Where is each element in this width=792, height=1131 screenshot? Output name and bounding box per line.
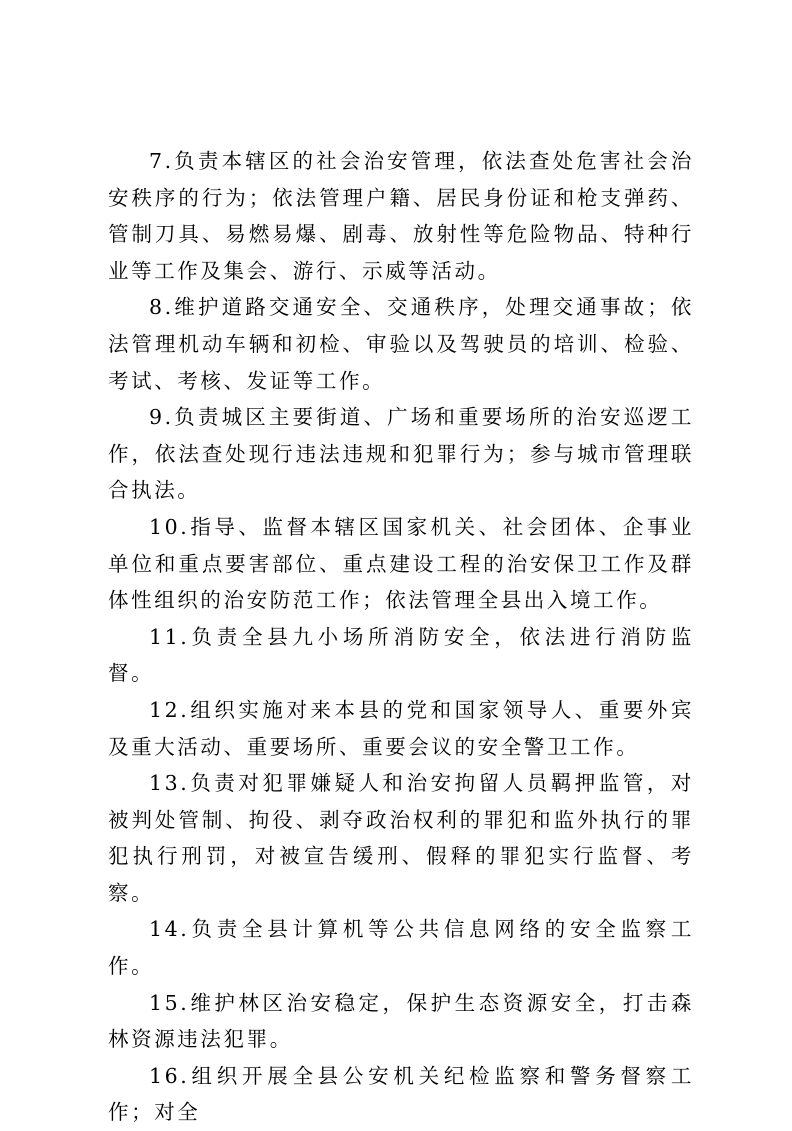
paragraph-item-8: 8.维护道路交通安全、交通秩序，处理交通事故；依法管理机动车辆和初检、审验以及驾驶员的培训、检验、考试、考核、发证等工作。 [108, 295, 694, 393]
paragraph-item-14: 14.负责全县计算机等公共信息网络的安全监察工作。 [108, 917, 694, 979]
paragraph-item-11: 11.负责全县九小场所消防安全，依法进行消防监督。 [108, 624, 694, 686]
paragraph-item-10: 10.指导、监督本辖区国家机关、社会团体、企事业单位和重点要害部位、重点建设工程的治安保卫工作及群体性组织的治安防范工作；依法管理全县出入境工作。 [108, 514, 694, 613]
document-body [108, 143, 694, 1131]
paragraph-item-16: 16.组织开展全县公安机关纪检监察和警务督察工作；对全 [108, 1063, 694, 1125]
paragraph-item-13: 13.负责对犯罪嫌疑人和治安拘留人员羁押监管，对被判处管制、拘役、剥夺政治权利的罪犯和监外执行的罪犯执行刑罚，对被宣告缓刑、假释的罪犯实行监督、考察。 [108, 771, 694, 905]
paragraph-item-9: 9.负责城区主要街道、广场和重要场所的治安巡逻工作，依法查处现行违法违规和犯罪行为；参与城市管理联合执法。 [108, 405, 694, 503]
paragraph-item-7: 7.负责本辖区的社会治安管理，依法查处危害社会治安秩序的行为；依法管理户籍、居民身份证和枪支弹药、管制刀具、易燃易爆、剧毒、放射性等危险物品、特种行业等工作及集会、游行、示威等活动。 [108, 149, 694, 283]
paragraph-item-15: 15.维护林区治安稳定，保护生态资源安全，打击森林资源违法犯罪。 [108, 990, 694, 1052]
paragraph-item-12: 12.组织实施对来本县的党和国家领导人、重要外宾及重大活动、重要场所、重要会议的安全警卫工作。 [108, 697, 694, 759]
